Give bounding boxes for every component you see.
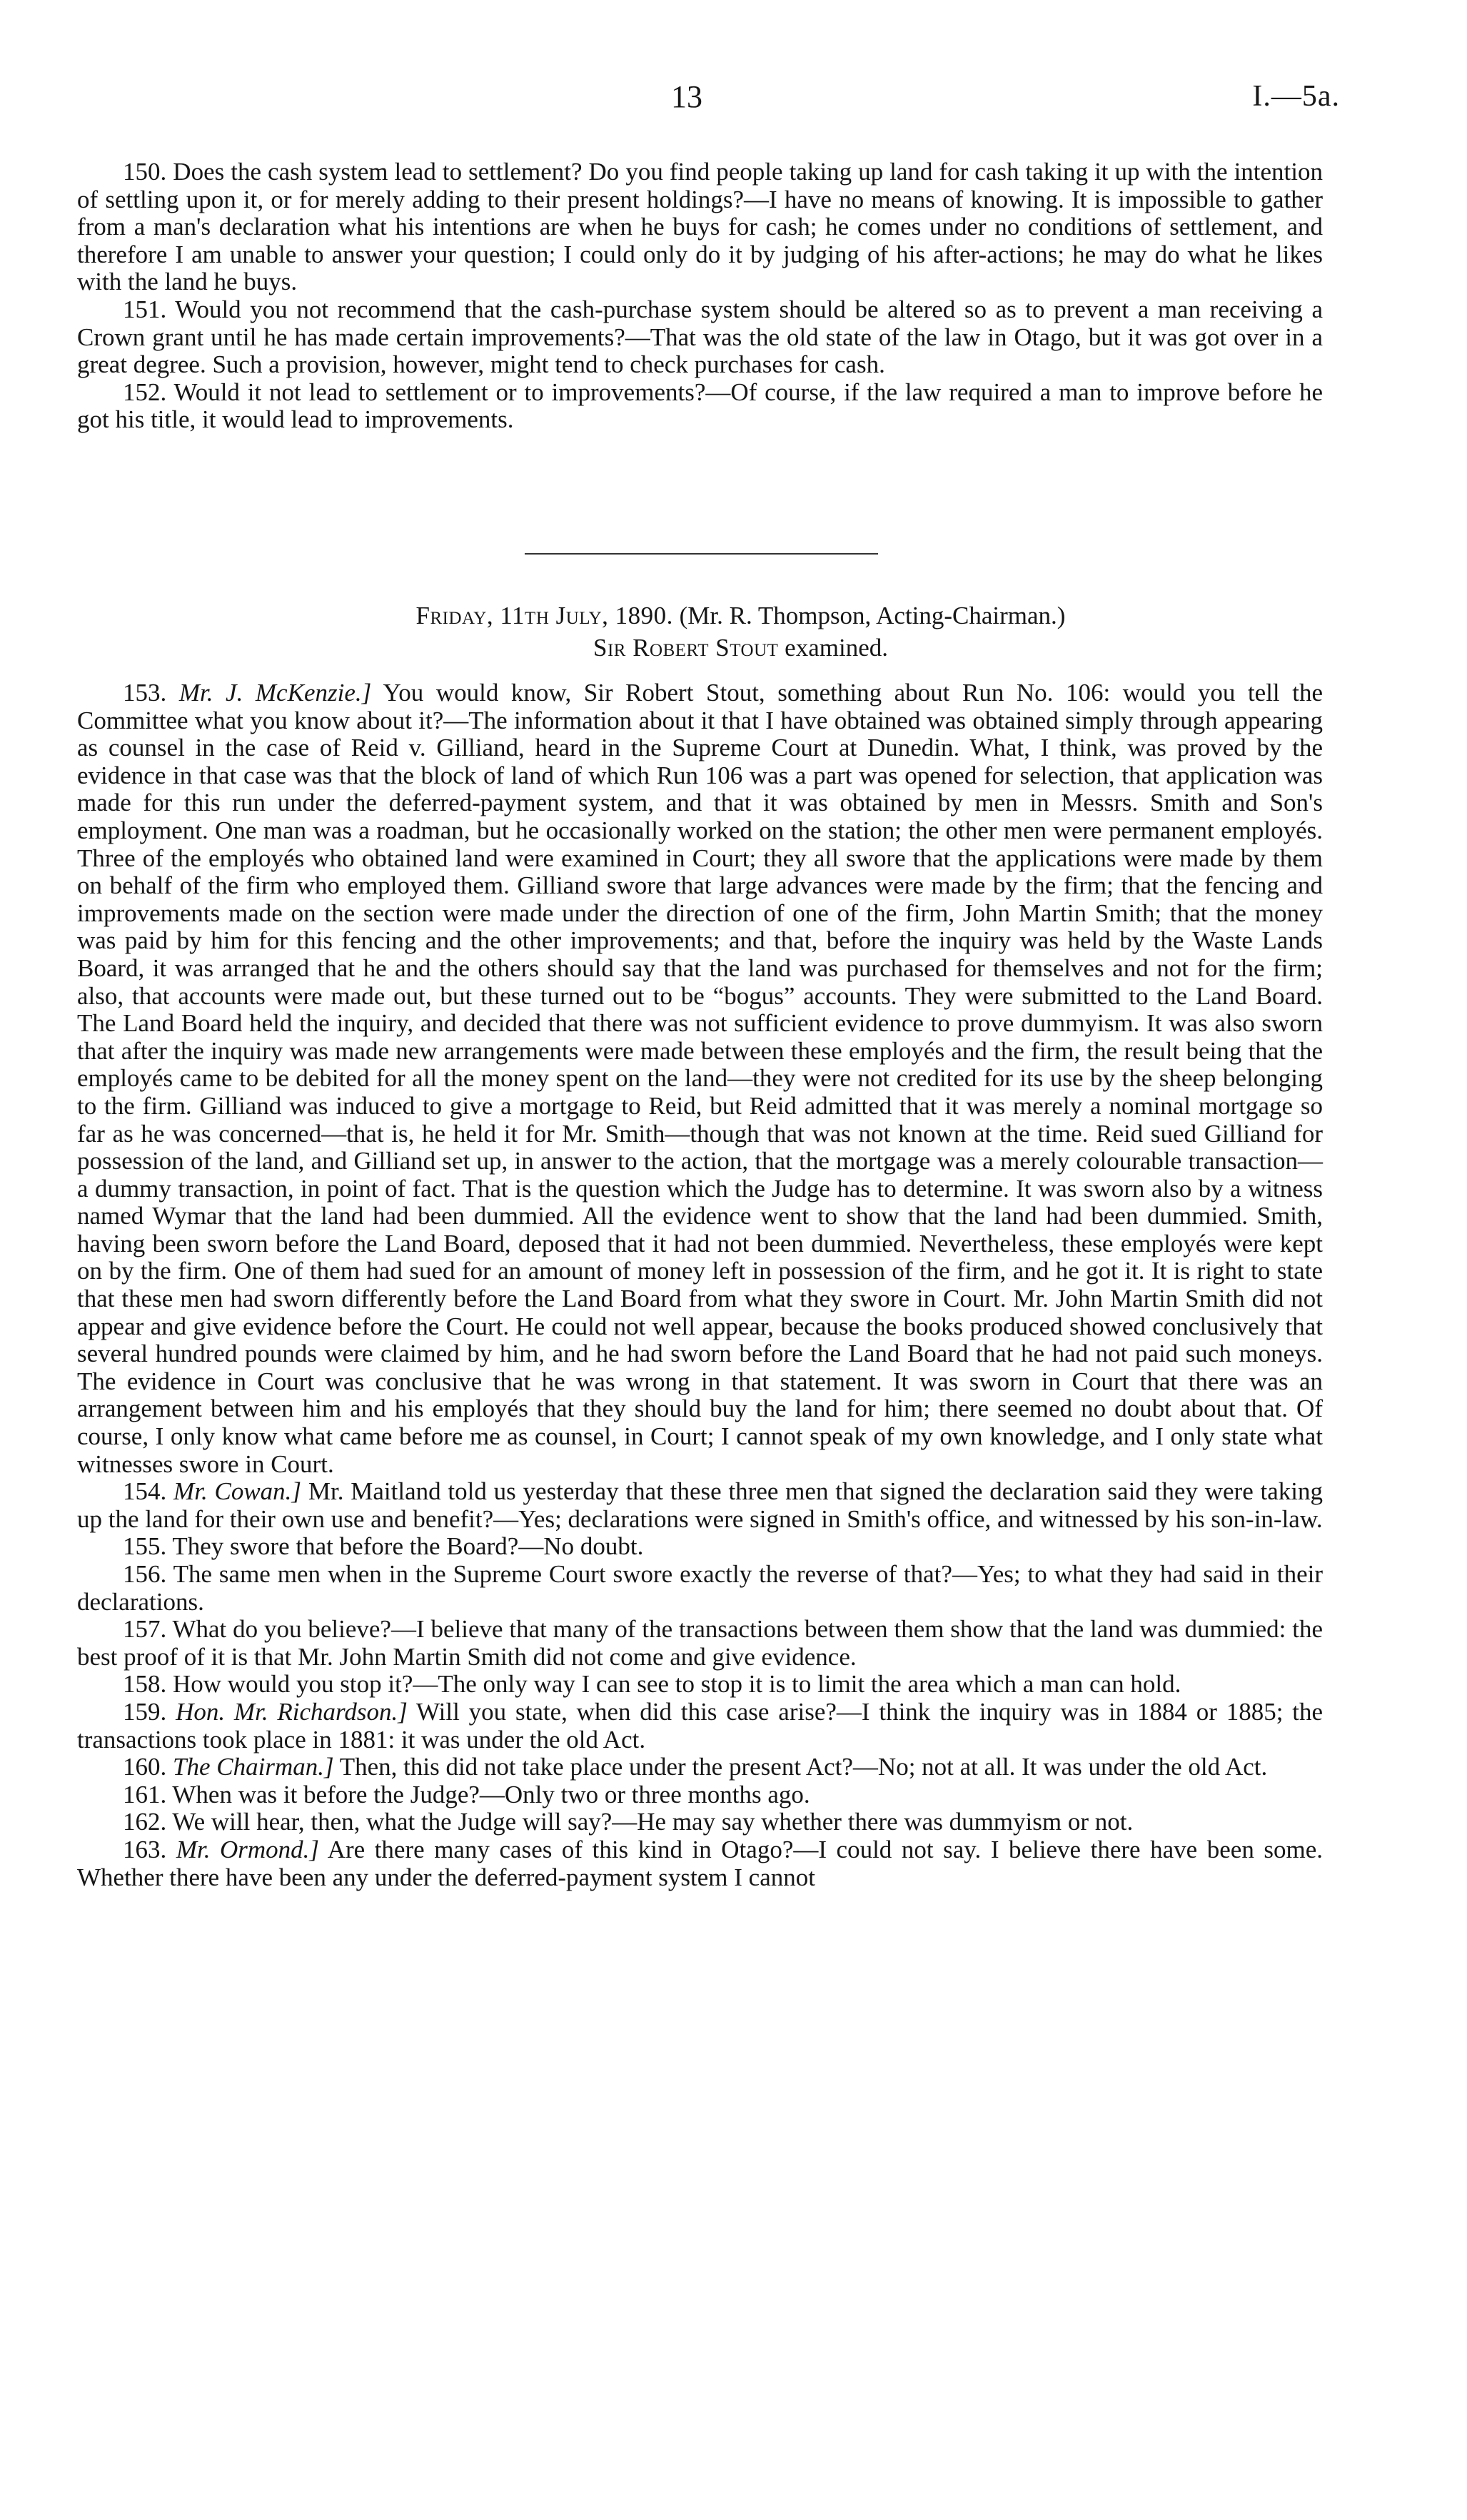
question-text: The same men when in the Supreme Court swore exactly the reverse of that?—Yes; to what they had said in their declarations. [77,1560,1323,1616]
speaker-name: Mr. Ormond.] [176,1835,320,1863]
question-paragraph [77,1671,1323,1699]
question-paragraph [77,679,1323,1478]
question-text: They swore that before the Board?—No doubt. [172,1532,644,1561]
witness-suffix: examined. [785,633,888,662]
question-number: 159. [123,1697,167,1726]
question-paragraph [77,1561,1323,1616]
question-number: 153. [123,679,167,707]
speaker-name: Mr. J. McKenzie.] [178,679,372,707]
question-paragraph [77,158,1323,296]
question-text: When was it before the Judge?—Only two or three months ago. [172,1780,810,1808]
question-number: 163. [123,1835,167,1863]
question-number: 151. [123,295,167,323]
question-text: Are there many cases of this kind in Otago?—I could not say. I believe there have been some. Whether there have been any under the deferred-payment system I cannot [77,1835,1323,1891]
question-paragraph [77,1781,1323,1809]
question-paragraph [77,1533,1323,1561]
question-number: 156. [123,1560,167,1588]
question-paragraph [77,1808,1323,1836]
question-text: What do you believe?—I believe that many of the transactions between them show that the land was dummied: the best proof of it is that Mr. John Martin Smith did not come and give evidence. [77,1615,1323,1671]
question-text: Would it not lead to settlement or to improvements?—Of course, if the law required a man to improve before he got his title, it would lead to improvements. [77,378,1323,434]
witness-name: Sir Robert Stout [593,633,779,662]
section-divider [525,553,878,555]
question-text: We will hear, then, what the Judge will say?—He may say whether there was dummyism or not. [172,1808,1134,1836]
question-paragraph [77,1699,1323,1754]
question-number: 160. [123,1753,167,1781]
evidence-section-1 [77,158,1323,434]
question-number: 150. [123,158,167,186]
question-paragraph [77,1836,1323,1891]
question-number: 154. [123,1477,167,1506]
question-text: Mr. Maitland told us yesterday that these three men that signed the declaration said they were taking up the land for their own use and benefit?—Yes; declarations were signed in Smith's office, and witnessed by his son-in-law. [77,1477,1324,1533]
question-paragraph [77,379,1323,434]
document-reference: I.—5a. [1252,80,1340,113]
question-text: You would know, Sir Robert Stout, something about Run No. 106: would you tell the Committee what you know about it?—The information about it that I have obtained was obtained simply through appearing as counsel in the case of Reid v. Gilliand, heard in the Supreme Court at Dunedin. What, I think, was proved by the evidence in that case was that the block of land of which Run 106 was a part was opened for selection, that application was made for this run under the deferred-payment system, and that it was obtained by men in Messrs. Smith and Son's employment. One man was a roadman, but he occasionally worked on the station; the other men were permanent employés. Three of the employés who obtained land were examined in Court; they all swore that the applications were made by them on behalf of the firm who employed them. Gilliand swore that large advances were made by the firm; that the fencing and improvements made on the section were made under the direction of one of the firm, John Martin Smith; that the money was paid by him for this fencing and the other improvements; and that, before the inquiry was held by the Waste Lands Board, it was arranged that he and the others should say that the land was purchased for themselves and not for the firm; also, that accounts were made out, but these turned out to be “bogus” accounts. They were submitted to the Land Board. The Land Board held the inquiry, and decided that there was not sufficient evidence to prove dummyism. It was also sworn that after the inquiry was made new arrangements were made between these employés and the firm, the result being that the employés came to be debited for all the money spent on the land—they were not credited for its use by the sheep belonging to the firm. Gilliand was induced to give a mortgage to Reid, but Reid admitted that it was merely a nominal mortgage so far as he was concerned—that is, he held it for Mr. Smith—though that was not known at the time. Reid sued Gilliand for possession of the land, and Gilliand set up, in answer to the action, that the mortgage was a merely colourable transaction—a dummy transaction, in point of fact. That is the question which the Judge has to determine. It was sworn also by a witness named Wymar that the land had been dummied. All the evidence went to show that the land had been dummied. Smith, having been sworn before the Land Board, deposed that it had not been dummied. Nevertheless, these employés were kept on by the firm. One of them had sued for an amount of money left in possession of the firm, and he got it. It is right to state that these men had sworn differently before the Land Board from what they swore in Court. Mr. John Martin Smith did not appear and give evidence before the Court. He could not well appear, because the books produced showed conclusively that several hundred pounds were claimed by him, and he had sworn before the Land Board that he had not paid such moneys. The evidence in Court was conclusive that he was wrong in that statement. It was sworn in Court that there was an arrangement between him and his employés that they should buy the land for him; there seemed no doubt about that. Of course, I only know what came before me as counsel, in Court; I cannot speak of my own knowledge, and I only state what witnesses swore in Court. [77,679,1323,1478]
question-number: 152. [123,378,167,406]
question-paragraph [77,296,1323,379]
page-number: 13 [671,79,702,114]
question-paragraph [77,1478,1323,1533]
question-text: Will you state, when did this case arise?—I think the inquiry was in 1884 or 1885; the transactions took place in 1881: it was under the old Act. [77,1697,1324,1754]
question-text: Would you not recommend that the cash-purchase system should be altered so as to prevent a man receiving a Crown grant until he has made certain improvements?—That was the old state of the law in Otago, but it was got over in a great degree. Such a provision, however, might tend to check purchases for cash. [77,295,1323,379]
question-number: 158. [123,1670,167,1699]
question-number: 155. [123,1532,167,1561]
question-paragraph [77,1754,1323,1781]
speaker-name: Hon. Mr. Richardson.] [176,1697,408,1726]
speaker-name: Mr. Cowan.] [173,1477,302,1506]
question-number: 162. [123,1808,167,1836]
witness-line [0,634,1467,662]
question-text: Then, this did not take place under the present Act?—No; not at all. It was under the old Act. [339,1753,1268,1781]
question-text: Does the cash system lead to settlement? Do you find people taking up land for cash taking it up with the intention of settling upon it, or for merely adding to their present holdings?—I have no means of knowing. It is impossible to gather from a man's declaration what his intentions are when he buys for cash; he comes under no conditions of settlement, and therefore I am unable to answer your question; I could only do it by judging of his after-actions; he may do what he likes with the land he buys. [77,158,1324,296]
acting-chairman: (Mr. R. Thompson, Acting-Chairman.) [679,602,1066,629]
evidence-section-2 [77,679,1323,1891]
sitting-date: Friday, 11th July, 1890. [415,602,673,629]
sitting-date-line [0,602,1467,630]
question-number: 157. [123,1615,167,1644]
speaker-name: The Chairman.] [173,1753,334,1781]
question-number: 161. [123,1780,167,1808]
page-header [0,80,1467,123]
question-text: How would you stop it?—The only way I can see to stop it is to limit the area which a man can hold. [173,1670,1181,1699]
sitting-heading [0,602,1467,666]
question-paragraph [77,1616,1323,1671]
